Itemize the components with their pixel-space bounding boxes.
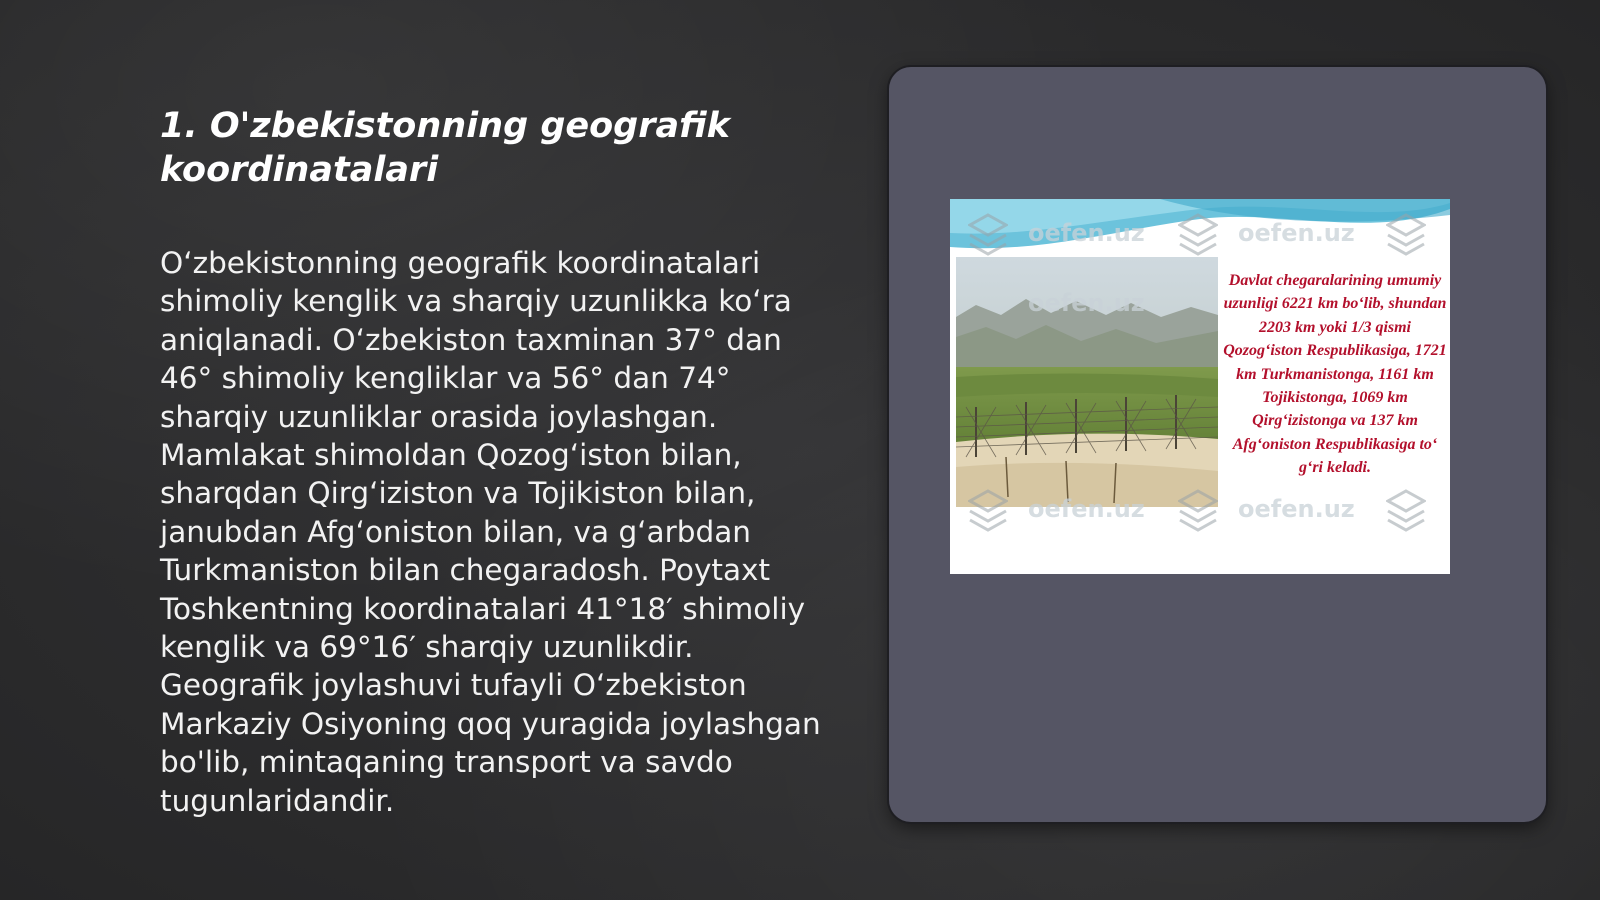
layers-icon: [1178, 489, 1218, 533]
watermark-text: oefen.uz: [1238, 495, 1355, 523]
layers-icon: [968, 213, 1008, 257]
layers-icon: [1386, 489, 1426, 533]
border-length-caption: Davlat chegaralarining umumiy uzunligi 6221 km bo‘lib, shundan 2203 km yoki 1/3 qismi Qozog‘iston Respublikasiga, 1721 km Turkmanistonga, 1161 km Tojikistonga, 1069 km Qirg‘izistonga va 137 km Afg‘oniston Respublikasiga to‘ g‘ri keladi.: [1223, 272, 1447, 477]
slide-title: 1. O'zbekistonning geografik koordinatalari: [160, 106, 730, 190]
watermark-text: oefen.uz: [1028, 219, 1145, 247]
layers-icon: [1386, 213, 1426, 257]
watermark-text: oefen.uz: [1028, 289, 1145, 317]
watermark-text: oefen.uz: [1028, 495, 1145, 523]
image-panel: [889, 67, 1546, 822]
watermark-text: oefen.uz: [1238, 219, 1355, 247]
layers-icon: [968, 489, 1008, 533]
figure-image: [950, 199, 1450, 574]
layers-icon: [1178, 213, 1218, 257]
slide-body-text: O‘zbekistonning geografik koordinatalari shimoliy kenglik va sharqiy uzunlikka ko‘ra aniqlanadi. O‘zbekiston taxminan 37° dan 46° shimoliy kengliklar va 56° dan 74° sharqiy uzunliklar orasida joylashgan. Mamlakat shimoldan Qozog‘iston bilan, sharqdan Qirg‘iziston va Tojikiston bilan, janubdan Afg‘oniston bilan, va g‘arbdan Turkmaniston bilan chegaradosh. Poytaxt Toshkentning koordinatalari 41°18′ shimoliy kenglik va 69°16′ sharqiy uzunlikdir. Geografik joylashuvi tufayli O‘zbekiston Markaziy Osiyoning qoq yuragida joylashgan bo'lib, mintaqaning transport va savdo tugunlaridandir.: [160, 246, 821, 818]
